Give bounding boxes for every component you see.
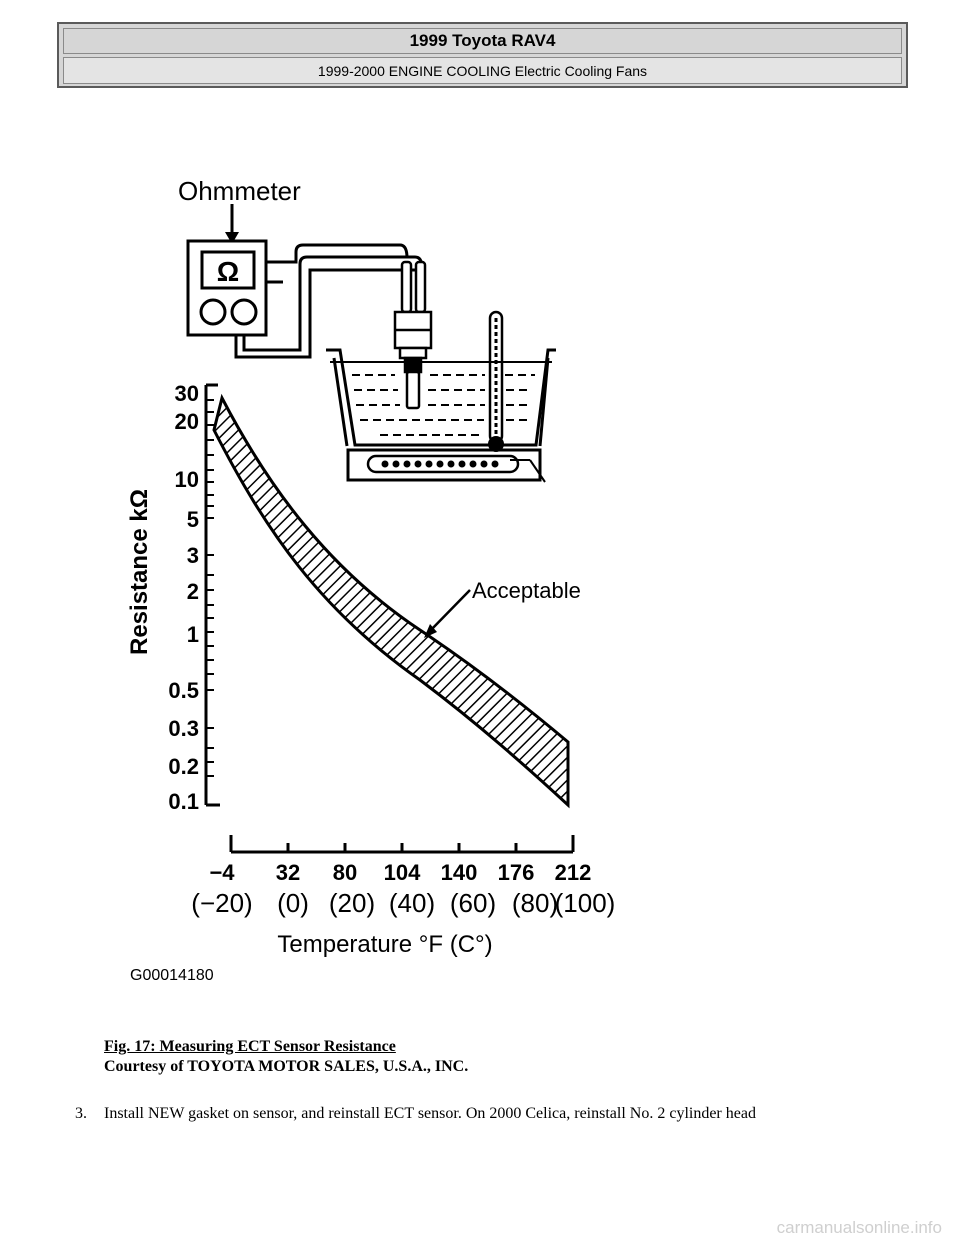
water-surface — [352, 375, 535, 435]
x-tick-label-f: 104 — [383, 860, 421, 885]
x-tick-label-c: (60) — [449, 888, 497, 918]
y-tick-label: 10 — [174, 467, 199, 492]
y-axis-label: Resistance kΩ — [126, 489, 153, 655]
x-tick-labels-f — [209, 860, 591, 885]
figure-caption — [104, 1037, 468, 1077]
x-tick-label-f: 80 — [332, 860, 358, 885]
y-tick-label: 20 — [174, 409, 199, 434]
ohm-symbol: Ω — [216, 256, 240, 287]
y-tick-label: 3 — [186, 543, 199, 568]
x-tick-label-c: (0) — [277, 888, 309, 918]
ohmmeter-label: Ohmmeter — [178, 176, 301, 206]
x-tick-label-c: (80) — [511, 888, 559, 918]
document-header — [57, 22, 908, 88]
y-tick-label: 0.5 — [168, 678, 199, 703]
y-tick-label: 0.2 — [168, 754, 199, 779]
x-axis — [231, 835, 573, 852]
x-tick-labels-c — [191, 888, 615, 918]
ohmmeter-device — [188, 241, 266, 335]
y-tick-label: 30 — [174, 381, 199, 406]
x-axis-label: Temperature °F (C°) — [277, 931, 493, 958]
y-tick-label: 2 — [186, 579, 199, 604]
y-axis — [206, 385, 220, 805]
water-container — [326, 350, 556, 446]
x-tick-label-f: −4 — [209, 860, 235, 885]
y-tick-label: 1 — [186, 622, 199, 647]
ect-sensor — [395, 262, 431, 408]
thermometer — [488, 312, 504, 452]
x-tick-label-f: 176 — [497, 860, 535, 885]
figure-caption-title: Fig. 17: Measuring ECT Sensor Resistance — [104, 1038, 396, 1055]
heater — [348, 450, 545, 482]
x-tick-label-c: (20) — [328, 888, 376, 918]
x-tick-label-c: (−20) — [191, 888, 253, 918]
y-tick-label: 5 — [186, 507, 199, 532]
x-tick-label-c: (40) — [388, 888, 436, 918]
y-tick-labels — [168, 381, 199, 814]
watermark: carmanualsonline.info — [776, 1218, 942, 1237]
figure-caption-credit: Courtesy of TOYOTA MOTOR SALES, U.S.A., INC. — [104, 1058, 469, 1075]
x-tick-label-f: 140 — [440, 860, 478, 885]
x-tick-label-c: (100) — [554, 888, 616, 918]
x-tick-label-f: 212 — [554, 860, 592, 885]
step-number: 3. — [75, 1105, 87, 1122]
x-tick-label-f: 32 — [275, 860, 301, 885]
procedure-step — [75, 1104, 756, 1124]
acceptable-leader — [428, 590, 470, 633]
acceptable-label: Acceptable — [472, 578, 581, 603]
step-text: Install NEW gasket on sensor, and reinstall ECT sensor. On 2000 Celica, reinstall No. 2 cylinder head — [104, 1105, 756, 1122]
y-tick-label: 0.1 — [168, 789, 199, 814]
y-tick-label: 0.3 — [168, 716, 199, 741]
ect-resistance-figure — [100, 160, 660, 1000]
document-title: 1999 Toyota RAV4 — [63, 28, 902, 54]
document-subtitle: 1999-2000 ENGINE COOLING Electric Cooling Fans — [63, 57, 902, 84]
figure-code: G00014180 — [130, 967, 214, 984]
